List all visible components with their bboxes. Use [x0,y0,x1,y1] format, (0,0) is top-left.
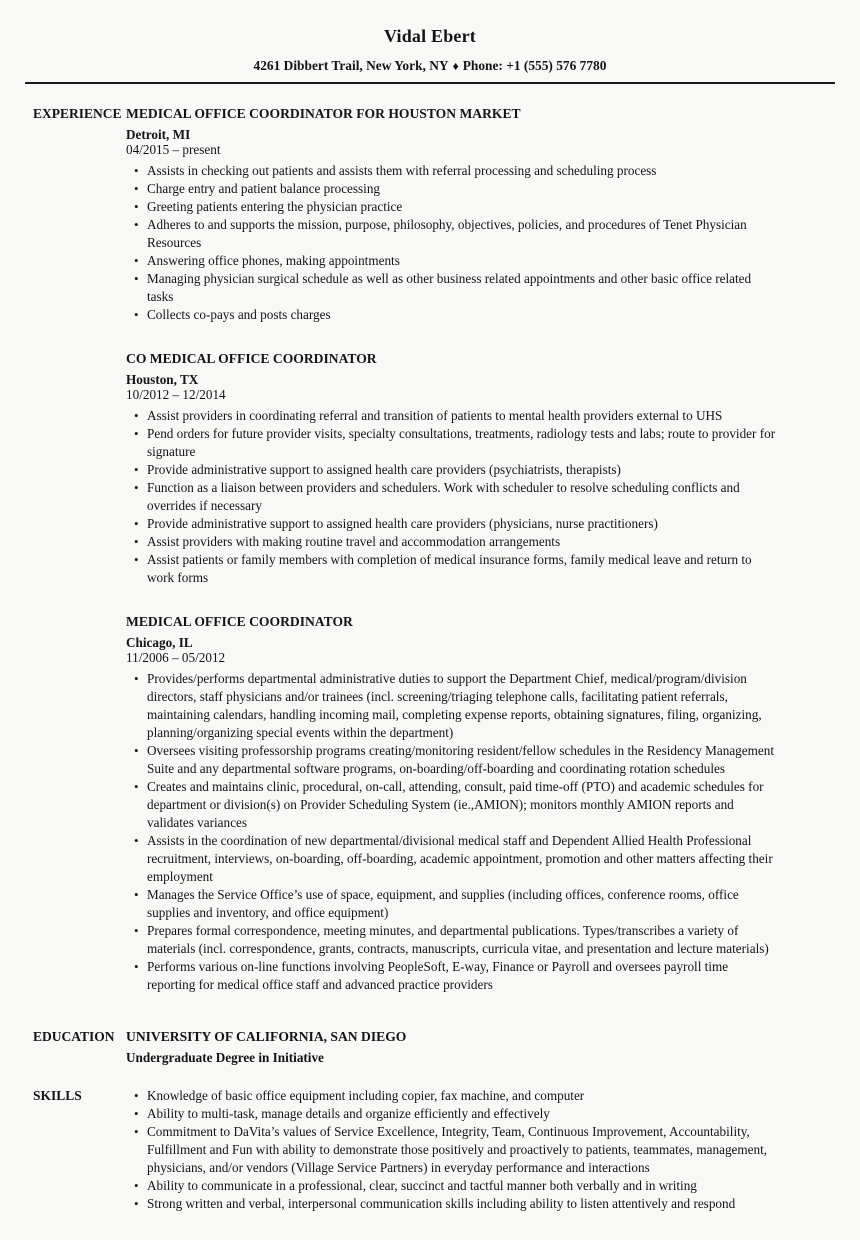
bullet-item: • Collects co-pays and posts charges [147,306,779,324]
bullet-item: • Performs various on-line functions involving PeopleSoft, E-way, Finance or Payroll and oversees payroll time reporting for medical office staff and advanced practice providers [147,958,779,994]
job-dates: 11/2006 – 05/2012 [126,650,226,665]
section-content-skills [126,1087,779,1213]
skills-list [126,1087,779,1213]
job-location: Chicago, IL [126,635,193,650]
contact-line [0,58,860,74]
bullet-item: • Knowledge of basic office equipment including copier, fax machine, and computer [147,1087,779,1105]
section-content-experience [126,105,779,994]
bullet-item: • Charge entry and patient balance processing [147,180,779,198]
bullet-item: • Function as a liaison between providers and schedulers. Work with scheduler to resolve scheduling conflicts and overrides if necessary [147,479,779,515]
job-location: Houston, TX [126,372,199,387]
bullet-item: • Greeting patients entering the physician practice [147,198,779,216]
bullet-item: • Commitment to DaVita’s values of Service Excellence, Integrity, Team, Continuous Improvement, Accountability, Fulfillment and Fun with ability to demonstrate those positively and proactively to patients, teammates, management, physicians, and/or vendors (Village Service Partners) in everyday performance and interactions [147,1123,779,1177]
bullet-item: • Assist providers in coordinating referral and transition of patients to mental health providers external to UHS [147,407,779,425]
address-text: 4261 Dibbert Trail, New York, NY [253,58,449,73]
resume-header [0,27,860,84]
job-duties-list [126,407,779,587]
section-education [0,1028,860,1066]
person-name: Vidal Ebert [383,26,477,46]
bullet-item: • Prepares formal correspondence, meeting minutes, and departmental publications. Types/transcribes a variety of materials (incl. correspondence, grants, contracts, manuscripts, curricula vitae, and presentation and lecture materials) [147,922,779,958]
school-name: UNIVERSITY OF CALIFORNIA, SAN DIEGO [126,1029,407,1044]
job-title: CO MEDICAL OFFICE COORDINATOR [126,351,377,366]
bullet-item: • Ability to multi-task, manage details and organize efficiently and effectively [147,1105,779,1123]
bullet-item: • Creates and maintains clinic, procedural, on-call, attending, consult, paid time-off (PTO) and academic schedules for department or division(s) on Provider Scheduling System (ie.,AMION); monitors monthly AMION reports and validates variances [147,778,779,832]
job-location: Detroit, MI [126,127,191,142]
bullet-item: • Pend orders for future provider visits, specialty consultations, treatments, radiology tests and labs; route to provider for signature [147,425,779,461]
section-skills [0,1087,860,1213]
section-label-education: EDUCATION [33,1029,115,1044]
bullet-item: • Provide administrative support to assigned health care providers (psychiatrists, therapists) [147,461,779,479]
job-duties-list [126,162,779,324]
bullet-item: • Assist providers with making routine travel and accommodation arrangements [147,533,779,551]
bullet-item: • Manages the Service Office’s use of space, equipment, and supplies (including offices, conference rooms, office supplies and inventory, and office equipment) [147,886,779,922]
job-entry [126,105,779,324]
section-label-experience: EXPERIENCE [33,106,122,121]
degree-name: Undergraduate Degree in Initiative [126,1050,324,1065]
resume-body [0,105,860,1213]
section-experience [0,105,860,994]
job-entry [126,350,779,587]
bullet-item: • Managing physician surgical schedule as well as other business related appointments and other basic office related tasks [147,270,779,306]
bullet-item: • Provides/performs departmental administrative duties to support the Department Chief, medical/program/division directors, staff physicians and/or trainees (incl. screening/triaging telephone calls, facilitating patient referrals, maintaining calendars, handling incoming mail, completing expense reports, obtaining signatures, filing, organizing, planning/organizing special events within the department) [147,670,779,742]
bullet-item: • Strong written and verbal, interpersonal communication skills including ability to listen attentively and respond [147,1195,779,1213]
job-title: MEDICAL OFFICE COORDINATOR [126,614,353,629]
job-dates: 04/2015 – present [126,142,221,157]
bullet-item: • Ability to communicate in a professional, clear, succinct and tactful manner both verbally and in writing [147,1177,779,1195]
bullet-item: • Assists in checking out patients and assists them with referral processing and scheduling process [147,162,779,180]
bullet-item: • Oversees visiting professorship programs creating/monitoring resident/fellow schedules in the Residency Management Suite and any departmental software programs, on-boarding/off-boarding and coordinating rotation schedules [147,742,779,778]
job-entry [126,613,779,994]
job-title: MEDICAL OFFICE COORDINATOR FOR HOUSTON MARKET [126,106,521,121]
bullet-item: • Assist patients or family members with completion of medical insurance forms, family medical leave and return to work forms [147,551,779,587]
header-divider [25,82,835,84]
job-duties-list [126,670,779,994]
bullet-item: • Answering office phones, making appointments [147,252,779,270]
section-label-skills: SKILLS [33,1088,82,1103]
diamond-separator-icon: ♦ [452,59,459,73]
bullet-item: • Assists in the coordination of new departmental/divisional medical staff and Dependent Allied Health Professional recruitment, interviews, on-boarding, off-boarding, academic appointment, promotion and other matters affecting their employment [147,832,779,886]
phone-text: Phone: +1 (555) 576 7780 [462,58,607,73]
bullet-item: • Provide administrative support to assigned health care providers (physicians, nurse practitioners) [147,515,779,533]
section-content-education [126,1028,779,1066]
bullet-item: • Adheres to and supports the mission, purpose, philosophy, objectives, policies, and procedures of Tenet Physician Resources [147,216,779,252]
job-dates: 10/2012 – 12/2014 [126,387,226,402]
